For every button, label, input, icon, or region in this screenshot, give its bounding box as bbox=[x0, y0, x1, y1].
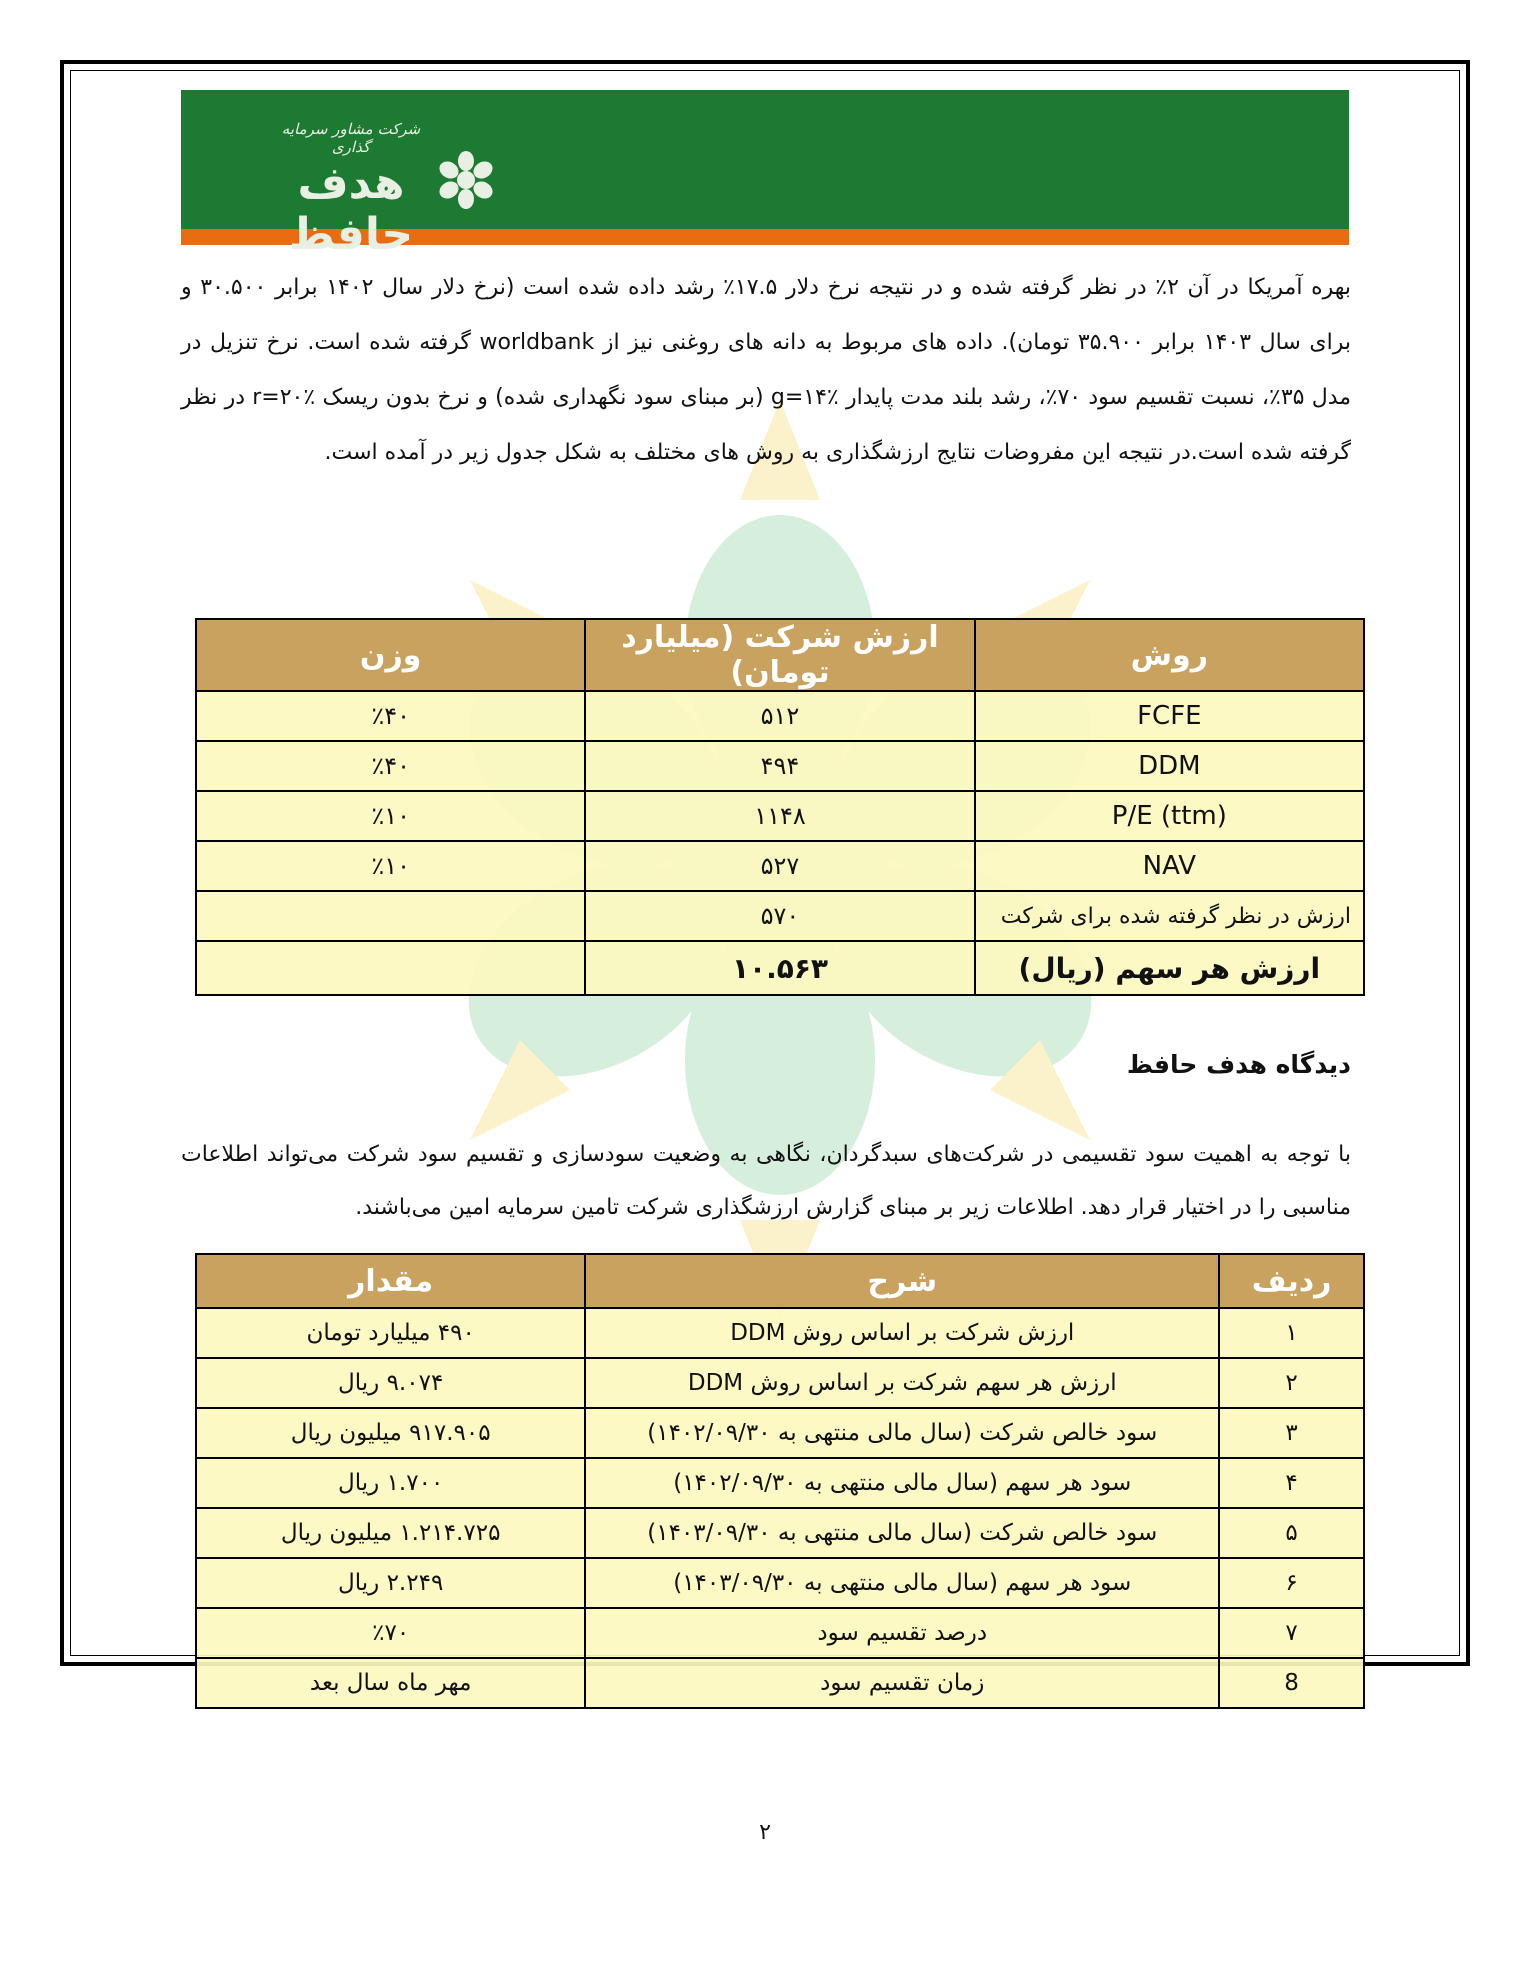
logo-company-line: شرکت مشاور سرمایه گذاری bbox=[281, 120, 421, 156]
table-row bbox=[196, 1558, 1364, 1608]
row-number-cell: ۴ bbox=[1219, 1458, 1364, 1508]
description-cell: سود خالص شرکت (سال مالی منتهی به ۱۴۰۲/۰۹/۳۰) bbox=[585, 1408, 1219, 1458]
description-cell: سود خالص شرکت (سال مالی منتهی به ۱۴۰۳/۰۹/۳۰) bbox=[585, 1508, 1219, 1558]
description-cell: سود هر سهم (سال مالی منتهی به ۱۴۰۳/۰۹/۳۰) bbox=[585, 1558, 1219, 1608]
method-cell: FCFE bbox=[975, 691, 1364, 741]
row-number-cell: ۶ bbox=[1219, 1558, 1364, 1608]
header-amount: مقدار bbox=[196, 1254, 585, 1308]
amount-cell: ۹.۰۷۴ ریال bbox=[196, 1358, 585, 1408]
weight-cell: ٪۴۰ bbox=[196, 691, 585, 741]
logo-brand-name: هدف حافظ bbox=[288, 158, 414, 260]
considered-value: ۵۷۰ bbox=[585, 891, 974, 941]
description-cell: سود هر سهم (سال مالی منتهی به ۱۴۰۲/۰۹/۳۰) bbox=[585, 1458, 1219, 1508]
value-cell: ۵۲۷ bbox=[585, 841, 974, 891]
value-cell: ۱۱۴۸ bbox=[585, 791, 974, 841]
info-table-header bbox=[196, 1254, 1364, 1308]
row-number-cell: ۳ bbox=[1219, 1408, 1364, 1458]
weight-cell: ٪۱۰ bbox=[196, 791, 585, 841]
table-row bbox=[196, 1458, 1364, 1508]
description-cell: درصد تقسیم سود bbox=[585, 1608, 1219, 1658]
description-cell: ارزش هر سهم شرکت بر اساس روش DDM bbox=[585, 1358, 1219, 1408]
table-row bbox=[196, 1408, 1364, 1458]
amount-cell: ٪۷۰ bbox=[196, 1608, 585, 1658]
row-number-cell: ۱ bbox=[1219, 1308, 1364, 1358]
header-row-number: ردیف bbox=[1219, 1254, 1364, 1308]
section-heading: دیدگاه هدف حافظ bbox=[1126, 1050, 1351, 1079]
description-cell: ارزش شرکت بر اساس روش DDM bbox=[585, 1308, 1219, 1358]
flower-logo-icon bbox=[431, 150, 501, 210]
header-banner bbox=[181, 90, 1349, 260]
table-row bbox=[196, 1658, 1364, 1708]
considered-label: ارزش در نظر گرفته شده برای شرکت bbox=[975, 891, 1364, 941]
row-number-cell: 8 bbox=[1219, 1658, 1364, 1708]
considered-value-row bbox=[196, 891, 1364, 941]
table-row bbox=[196, 1308, 1364, 1358]
amount-cell: مهر ماه سال بعد bbox=[196, 1658, 585, 1708]
value-cell: ۴۹۴ bbox=[585, 741, 974, 791]
table-row bbox=[196, 691, 1364, 741]
row-number-cell: ۷ bbox=[1219, 1608, 1364, 1658]
valuation-table-header bbox=[196, 619, 1364, 691]
amount-cell: ۲.۲۴۹ ریال bbox=[196, 1558, 585, 1608]
amount-cell: ۱.۲۱۴.۷۲۵ میلیون ریال bbox=[196, 1508, 585, 1558]
company-logo bbox=[276, 120, 536, 260]
weight-cell: ٪۴۰ bbox=[196, 741, 585, 791]
method-cell: NAV bbox=[975, 841, 1364, 891]
table-row bbox=[196, 841, 1364, 891]
info-table bbox=[195, 1253, 1365, 1709]
amount-cell: ۹۱۷.۹۰۵ میلیون ریال bbox=[196, 1408, 585, 1458]
table-row bbox=[196, 1608, 1364, 1658]
valuation-table bbox=[195, 618, 1365, 996]
row-number-cell: ۲ bbox=[1219, 1358, 1364, 1408]
table-row bbox=[196, 1508, 1364, 1558]
empty-cell bbox=[196, 891, 585, 941]
per-share-value: ۱۰.۵۶۳ bbox=[585, 941, 974, 995]
weight-cell: ٪۱۰ bbox=[196, 841, 585, 891]
amount-cell: ۴۹۰ میلیارد تومان bbox=[196, 1308, 585, 1358]
table-row bbox=[196, 1358, 1364, 1408]
value-cell: ۵۱۲ bbox=[585, 691, 974, 741]
header-weight: وزن bbox=[196, 619, 585, 691]
section-paragraph: با توجه به اهمیت سود تقسیمی در شرکت‌های سبدگردان، نگاهی به وضعیت سودسازی و تقسیم سود شرکت می‌تواند اطلاعات مناسبی را در اختیار قرار دهد. اطلاعات زیر بر مبنای گزارش ارزشگذاری شرکت تامین سرمایه امین می‌باشند. bbox=[181, 1142, 1351, 1220]
method-cell: DDM bbox=[975, 741, 1364, 791]
row-number-cell: ۵ bbox=[1219, 1508, 1364, 1558]
table-row bbox=[196, 791, 1364, 841]
per-share-row bbox=[196, 941, 1364, 995]
header-value: ارزش شرکت (میلیارد تومان) bbox=[585, 619, 974, 691]
per-share-label: ارزش هر سهم (ریال) bbox=[975, 941, 1364, 995]
description-cell: زمان تقسیم سود bbox=[585, 1658, 1219, 1708]
header-description: شرح bbox=[585, 1254, 1219, 1308]
table-row bbox=[196, 741, 1364, 791]
page-number: ۲ bbox=[759, 1820, 771, 1845]
empty-cell bbox=[196, 941, 585, 995]
header-method: روش bbox=[975, 619, 1364, 691]
amount-cell: ۱.۷۰۰ ریال bbox=[196, 1458, 585, 1508]
intro-paragraph: بهره آمریکا در آن ۲٪ در نظر گرفته شده و در نتیجه نرخ دلار ۱۷.۵٪ رشد داده شده است (نرخ دلار سال ۱۴۰۲ برابر ۳۰.۵۰۰ و برای سال ۱۴۰۳ برابر ۳۵.۹۰۰ تومان). داده های مربوط به دانه های روغنی نیز از worldbank گرفته شده است. نرخ تنزیل در مدل ۳۵٪، نسبت تقسیم سود ۷۰٪، رشد بلند مدت پایدار g=۱۴٪ (بر مبنای سود نگهداری شده) و نرخ بدون ریسک r=۲۰٪ در نظر گرفته شده است.در نتیجه این مفروضات نتایج ارزشگذاری به روش های مختلف به شکل جدول زیر در آمده است. bbox=[181, 275, 1352, 465]
method-cell: P/E (ttm) bbox=[975, 791, 1364, 841]
